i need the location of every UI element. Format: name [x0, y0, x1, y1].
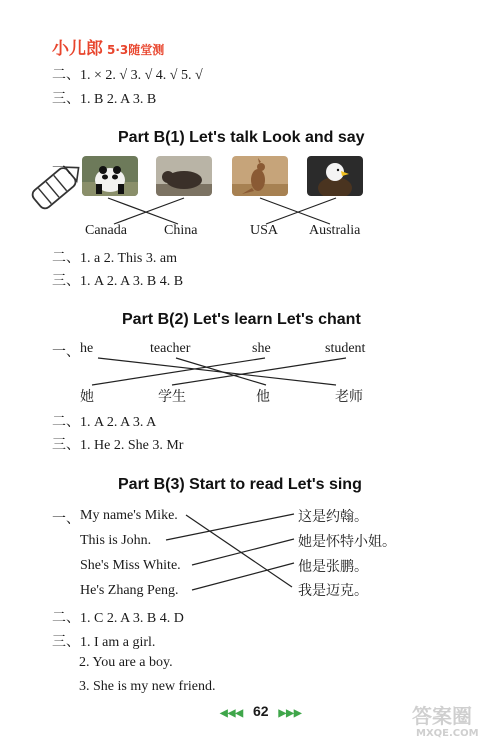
chinese-word: 老师	[335, 389, 363, 405]
english-sentence: This is John.	[80, 533, 152, 548]
answer-line: 三、1. I am a girl.	[52, 635, 156, 650]
section-heading: Part B(2) Let's learn Let's chant	[122, 311, 361, 328]
page-number: 62	[252, 703, 269, 719]
english-sentence: My name's Mike.	[80, 508, 178, 523]
chinese-sentence: 我是迈克。	[298, 583, 368, 599]
question-prefix: 一、	[52, 512, 80, 527]
section-heading: Part B(1) Let's talk Look and say	[118, 129, 365, 146]
chinese-word: 他	[256, 389, 270, 405]
answer-line: 二、1. a 2. This 3. am	[52, 251, 177, 266]
match-line	[192, 563, 294, 590]
brand-series: 5·3随堂测	[107, 43, 165, 57]
country-label: China	[164, 223, 198, 238]
chinese-sentence: 他是张鹏。	[298, 559, 368, 575]
chinese-word: 她	[80, 389, 94, 405]
chinese-sentence: 她是怀特小姐。	[298, 534, 396, 550]
left-arrows-icon: ◀◀◀	[220, 708, 244, 719]
match-line	[172, 358, 346, 385]
match-line	[266, 198, 336, 224]
match-line	[114, 198, 184, 224]
question-prefix: 一、	[52, 345, 80, 360]
match-line	[98, 358, 336, 385]
answer-line: 三、1. A 2. A 3. B 4. B	[52, 274, 184, 289]
chinese-word: 学生	[158, 389, 186, 405]
page-number-bar	[220, 703, 302, 719]
english-sentence: She's Miss White.	[80, 558, 181, 573]
brand-name: 小儿郎	[52, 39, 103, 59]
english-word: she	[252, 341, 271, 356]
watermark-site: MXQE.COM	[416, 728, 479, 739]
watermark-logo: 答案圈	[412, 704, 472, 728]
match-line	[108, 198, 178, 224]
match-line	[260, 198, 330, 224]
country-label: Australia	[309, 223, 361, 238]
match-line	[192, 539, 294, 565]
answer-line: 二、1. × 2. √ 3. √ 4. √ 5. √	[52, 68, 203, 83]
answer-line: 2. You are a boy.	[79, 655, 173, 670]
english-word: he	[80, 341, 94, 356]
answer-line: 3. She is my new friend.	[79, 679, 216, 694]
right-arrows-icon: ▶▶▶	[278, 708, 302, 719]
answer-line: 二、1. C 2. A 3. B 4. D	[52, 611, 184, 626]
answer-line: 三、1. He 2. She 3. Mr	[52, 438, 184, 453]
english-word: teacher	[150, 341, 191, 356]
question-prefix: 一、	[52, 162, 80, 177]
match-line	[176, 358, 266, 385]
match-line	[186, 515, 292, 587]
english-word: student	[325, 341, 366, 356]
chinese-sentence: 这是约翰。	[298, 509, 368, 525]
match-line	[92, 358, 265, 385]
english-sentence: He's Zhang Peng.	[80, 583, 179, 598]
answer-line: 三、1. B 2. A 3. B	[52, 92, 157, 107]
match-line	[166, 514, 294, 540]
section-heading: Part B(3) Start to read Let's sing	[118, 476, 362, 493]
country-label: USA	[250, 223, 279, 238]
answer-line: 二、1. A 2. A 3. A	[52, 415, 157, 430]
country-label: Canada	[85, 223, 127, 238]
